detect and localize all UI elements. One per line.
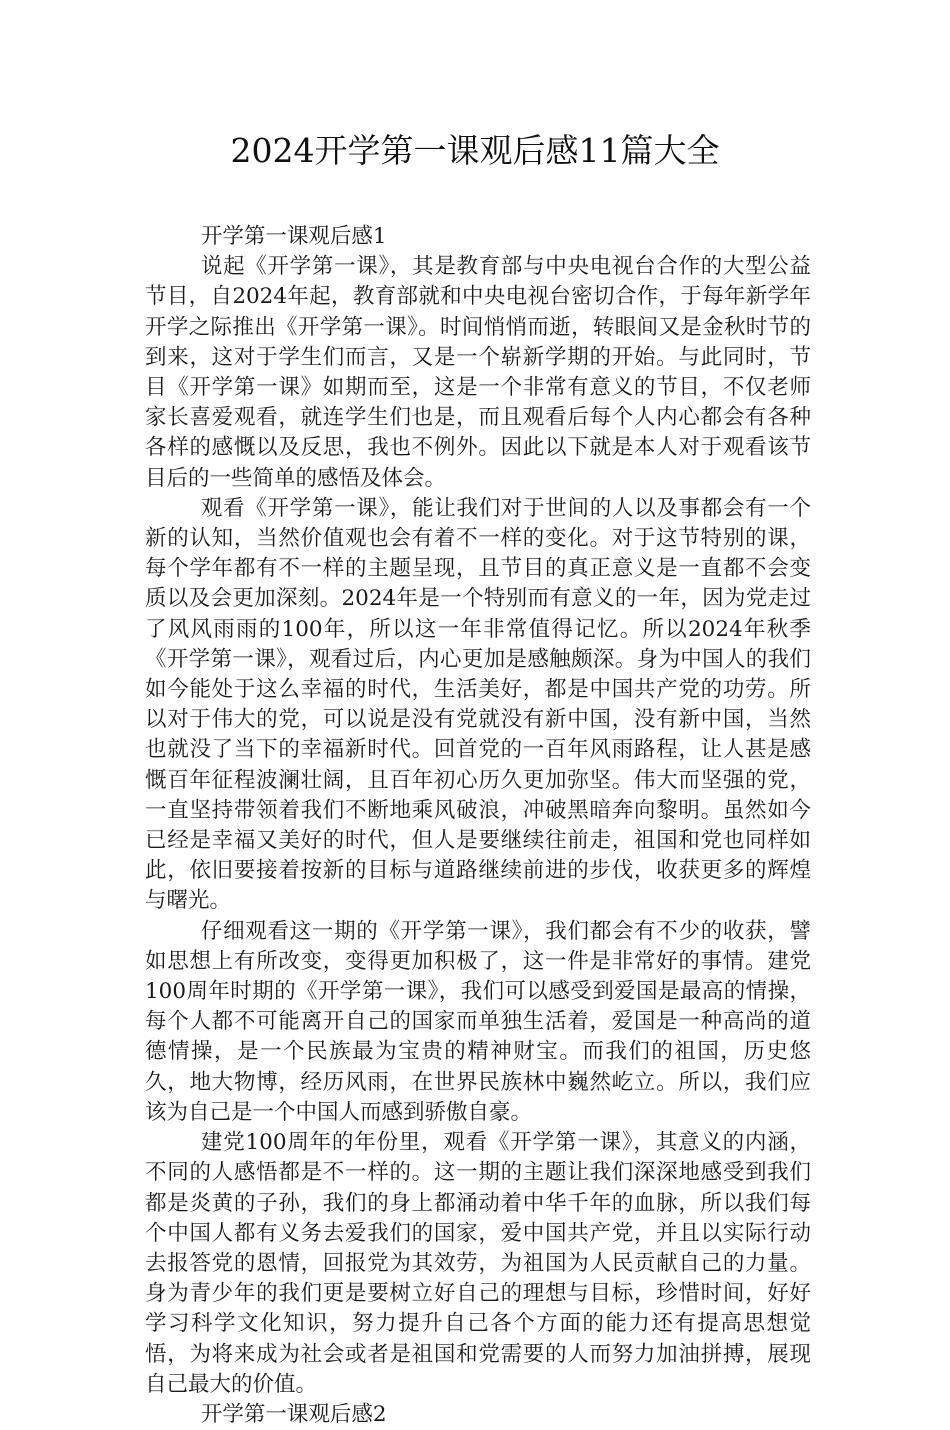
- body-paragraph: 建党100周年的年份里，观看《开学第一课》，其意义的内涵，不同的人感悟都是不一样的。这一期的主题让我们深深地感受到我们都是炎黄的子孙，我们的身上都涌动着中华千年的血脉，所以我们每个中国人都有义务去爱我们的国家，爱中国共产党，并且以实际行动去报答党的恩情，回报党为其效劳，为祖国为人民贡献自己的力量。身为青少年的我们更是要树立好自己的理想与目标，珍惜时间，好好学习科学文化知识，努力提升自己各个方面的能力还有提高思想觉悟，为将来成为社会或者是祖国和党需要的人而努力加油拼搏，展现自己最大的价值。: [145, 1130, 811, 1397]
- body-paragraph: 说起《开学第一课》，其是教育部与中央电视台合作的大型公益节目，自2024年起，教育部就和中央电视台密切合作，于每年新学年开学之际推出《开学第一课》。时间悄悄而逝，转眼间又是金秋时节的到来，这对于学生们而言，又是一个崭新学期的开始。与此同时，节目《开学第一课》如期而至，这是一个非常有意义的节目，不仅老师家长喜爱观看，就连学生们也是，而且观看后每个人内心都会有各种各样的感慨以及反思，我也不例外。因此以下就是本人对于观看该节目后的一些简单的感悟及体会。: [145, 254, 811, 491]
- body-paragraph: 仔细观看这一期的《开学第一课》，我们都会有不少的收获，譬如思想上有所改变，变得更加积极了，这一件是非常好的事情。建党100周年时期的《开学第一课》，我们可以感受到爱国是最高的情操，每个人都不可能离开自己的国家而单独生活着，爱国是一种高尚的道德情操，是一个民族最为宝贵的精神财宝。而我们的祖国，历史悠久，地大物博，经历风雨，在世界民族林中巍然屹立。所以，我们应该为自己是一个中国人而感到骄傲自豪。: [145, 918, 811, 1125]
- section-heading: 开学第一课观后感2: [200, 1401, 387, 1427]
- section-heading: 开学第一课观后感1: [200, 224, 387, 249]
- body-paragraph: 观看《开学第一课》，能让我们对于世间的人以及事都会有一个新的认知，当然价值观也会有着不一样的变化。对于这节特别的课，每个学年都有不一样的主题呈现，且节目的真正意义是一直都不会变质以及会更加深刻。2024年是一个特别而有意义的一年，因为党走过了风风雨雨的100年，所以这一年非常值得记忆。所以2024年秋季《开学第一课》，观看过后，内心更加是感触颇深。身为中国人的我们如今能处于这么幸福的时代，生活美好，都是中国共产党的功劳。所以对于伟大的党，可以说是没有党就没有新中国，没有新中国，当然也就没了当下的幸福新时代。回首党的一百年风雨路程，让人甚是感慨百年征程波澜壮阔，且百年初心历久更加弥坚。伟大而坚强的党，一直坚持带领着我们不断地乘风破浪，冲破黑暗奔向黎明。虽然如今已经是幸福又美好的时代，但人是要继续往前走，祖国和党也同样如此，依旧要接着按新的目标与道路继续前进的步伐，收获更多的辉煌与曙光。: [145, 495, 811, 914]
- document-title: 2024开学第一课观后感11篇大全: [230, 131, 720, 170]
- document-body: [145, 222, 811, 1430]
